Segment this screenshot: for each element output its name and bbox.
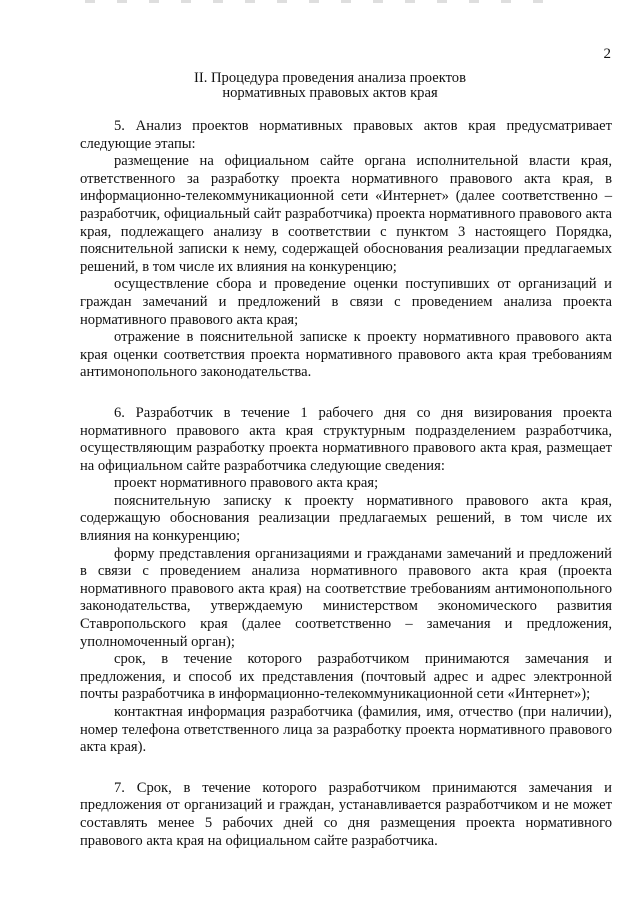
section-heading-line-1: II. Процедура проведения анализа проектов xyxy=(194,70,466,86)
paragraph-6-intro: 6. Разработчик в течение 1 рабочего дня со дня визирования проекта нормативного правового акта края структурным подразделением разработчика, осуществляющим разработку проекта нормативного правового акта края, размещает на официальном сайте разработчика следующие сведения: xyxy=(80,404,612,474)
paragraph-6-item-1: проект нормативного правового акта края; xyxy=(114,475,379,492)
paragraph-gap xyxy=(80,757,612,780)
document-body xyxy=(80,118,612,850)
paragraph-6-item-5: контактная информация разработчика (фамилия, имя, отчество (при наличии), номер телефона ответственного лица за разработку проекта нормативного правового акта края). xyxy=(80,704,612,756)
paragraph-6-item-4: срок, в течение которого разработчиком принимаются замечания и предложения, и способ их представления (почтовый адрес и адрес электронной почты разработчика в информационно-телекоммуникационной сети «Интернет»); xyxy=(80,651,612,703)
paragraph-5-intro: 5. Анализ проектов нормативных правовых актов края предусматривает следующие этапы: xyxy=(80,118,612,152)
paragraph-7: 7. Срок, в течение которого разработчиком принимаются замечания и предложения от организаций и граждан, устанавливается разработчиком и не может составлять менее 5 рабочих дней со дня размещения проекта нормативного правового акта края на официальном сайте разработчика. xyxy=(80,779,612,849)
scan-artifact xyxy=(85,0,555,3)
section-heading-line-2: нормативных правовых актов края xyxy=(222,85,438,101)
paragraph-5-stage-2: осуществление сбора и проведение оценки поступивших от организаций и граждан замечаний и предложений в связи с проведением анализа проекта нормативного правового акта края; xyxy=(80,276,612,328)
paragraph-5-stage-1: размещение на официальном сайте органа исполнительной власти края, ответственного за разработку проекта нормативного правового акта края, в информационно-телекоммуникационной сети «Интернет» (далее соответственно – разработчик, официальный сайт разработчика) проекта нормативного правового акта края, подлежащего анализу в соответствии с пунктом 3 настоящего Порядка, пояснительной записки к нему, содержащей обоснования реализации предлагаемых решений, в том числе их влияния на конкуренцию; xyxy=(80,153,612,275)
paragraph-6-item-2: пояснительную записку к проекту нормативного правового акта края, содержащую обоснования реализации предлагаемых решений, в том числе их влияния на конкуренцию; xyxy=(80,492,612,545)
paragraph-6-item-3: форму представления организациями и гражданами замечаний и предложений в связи с проведением анализа нормативного правового акта края (проекта нормативного правового акта края) на соответствие требованиям антимонопольного законодательства, утверждаемую министерством экономического развития Ставропольского края (далее соответственно – замечания и предложения, уполномоченный орган); xyxy=(80,545,612,650)
section-heading xyxy=(60,71,600,101)
page-number: 2 xyxy=(603,46,611,62)
paragraph-gap xyxy=(80,382,612,405)
paragraph-5-stage-3: отражение в пояснительной записке к проекту нормативного правового акта края оценки соответствия проекта нормативного правового акта края требованиям антимонопольного законодательства. xyxy=(80,329,612,381)
